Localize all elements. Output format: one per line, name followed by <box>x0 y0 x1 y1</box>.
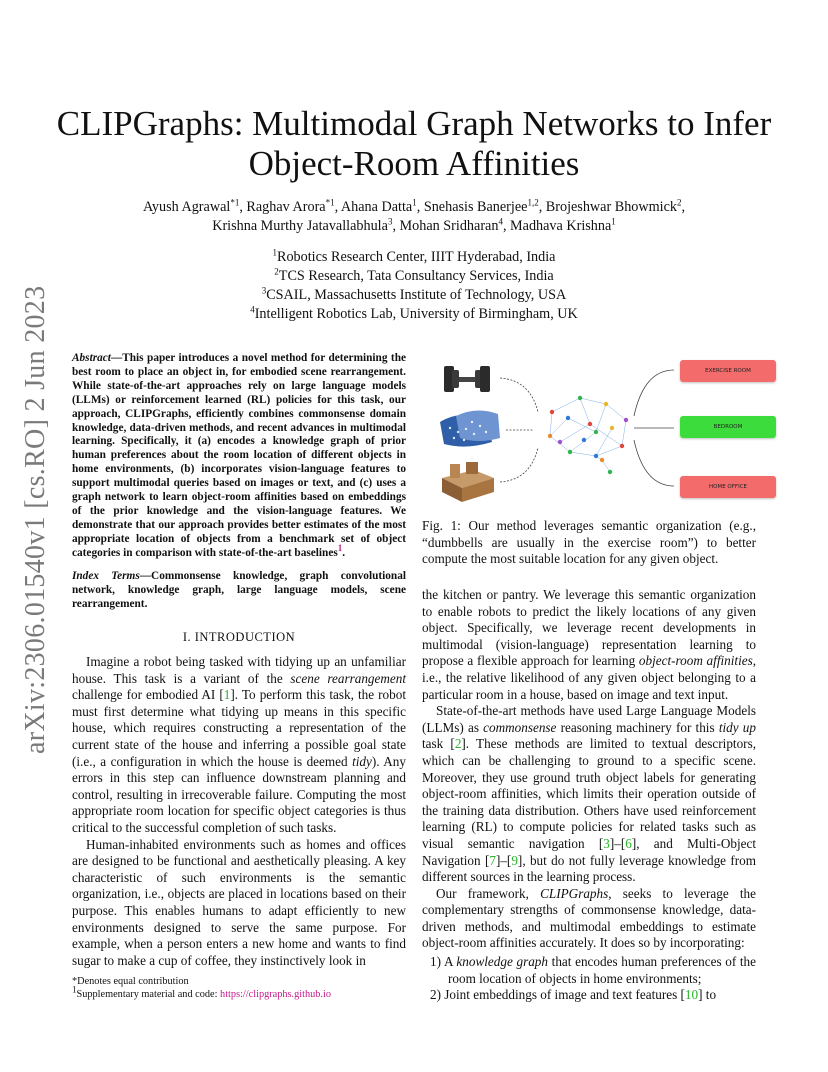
dumbbell-icon <box>444 366 490 392</box>
text-run: Our framework, <box>436 885 541 901</box>
author-line-1: Ayush Agrawal$^{*1}$, Raghav Arora$^{*1}$, Ahana Datta$^1$, Snehasis Banerjee$^{1,2}$, Brojeshwar Bhowmick$^2$, <box>142 197 686 215</box>
project-url-link[interactable]: https://clipgraphs.github.io <box>220 989 332 1000</box>
list-item <box>422 954 756 987</box>
affiliation <box>40 305 788 324</box>
section-heading: I. INTRODUCTION <box>182 630 296 644</box>
title-line-2: Object-Room Affinities <box>248 144 580 183</box>
text-run: ]–[ <box>495 852 512 868</box>
text-run: ] to <box>698 987 717 1003</box>
author-name: Snehasis Banerjee <box>423 199 528 215</box>
citation-link[interactable]: 3 <box>603 835 610 851</box>
list-number: 1) <box>430 954 441 969</box>
room-label-bedroom: BEDROOM <box>680 416 776 438</box>
author-sup: 1 <box>412 197 417 208</box>
list-item <box>422 987 756 1004</box>
affiliation-text: CSAIL, Massachusetts Institute of Technology, USA <box>266 287 567 303</box>
abstract-text: —This paper introduces a novel method for determining the best room to place an object in, for embodied scene rearrangement. While state-of-the-art approaches rely on large language models (LLMs) or reinforcement learned (RL) policies for this task, our approach, CLIPGraphs, efficiently combines commonsense domain knowledge, data-driven methods, and recent advances in multimodal learning. Specifically, it (a) encodes a knowledge graph of prior human preferences about the room location of different objects in home environments, (b) incorporates vision-language features to support multimodal queries based on images or text, and (c) uses a graph network to learn object-room affinities based on embeddings of the prior knowledge and the vision-language features. We demonstrate that our approach provides better estimates of the most appropriate location of objects from a benchmark set of object categories in comparison with state-of-the-art baselines <box>72 352 406 559</box>
affiliation <box>40 286 788 305</box>
affiliation-sup: 1 <box>272 247 277 258</box>
paper-title <box>40 104 788 184</box>
footnote-sup: 1 <box>72 984 77 995</box>
emphasis: commonsense <box>483 719 557 735</box>
figure-1-caption: Fig. 1: Our method leverages semantic organization (e.g., “dumbbells are usually in the exercise room”) to better compute the most suitable location for any given object. <box>422 518 756 567</box>
abstract-label: Abstract <box>72 352 111 364</box>
text-run: ]. These methods are limited to textual descriptors, which can be challenging to ground to a specific scene. Moreover, they use ground truth object labels for generating object-room affinities, which limits their operation outside of the training data distribution. Others have used reinforcement learning (RL) to compute policies for related tasks such as visual semantic navigation [ <box>422 736 756 851</box>
input-arrows <box>500 378 538 482</box>
text-run: ). Any errors in this step can influence downstream planning and control, resulting in irrecoverable failure. Computing the most appropriate room location for specific object categories is thus critical to the successful completion of such tasks. <box>72 753 406 835</box>
affiliation-text: Intelligent Robotics Lab, University of Birmingham, UK <box>254 306 578 322</box>
text-run: ]–[ <box>609 835 626 851</box>
author-line-2: Krishna Murthy Jatavallabhula$^3$, Mohan Sridharan$^4$, Madhava Krishna$^1$ <box>212 216 616 234</box>
affiliation <box>40 248 788 267</box>
emphasis: object-room affinities <box>638 653 753 669</box>
author-name: Ayush Agrawal <box>142 199 231 215</box>
index-terms-text: —Commonsense knowledge, graph convolutional network, knowledge graph, large language models, scene rearrangement. <box>72 570 406 610</box>
affiliation-text: TCS Research, Tata Consultancy Services, India <box>278 268 554 284</box>
text-run: reasoning machinery for this <box>556 719 719 735</box>
right-paragraph-1 <box>422 587 756 703</box>
author-name: Krishna Murthy Jatavallabhula <box>212 218 388 234</box>
author-sup: 4 <box>498 216 503 227</box>
citation-link[interactable]: 2 <box>454 736 462 752</box>
text-run: , seeks to leverage the complementary strengths of commonsense knowledge, data-driven methods, and multimodal embeddings to estimate object-room affinities accurately. It does so by incorporating: <box>422 885 757 951</box>
abstract-footnote-mark[interactable]: 1 <box>337 542 343 553</box>
author-sup: 1 <box>611 216 616 227</box>
room-label-home-office: HOME OFFICE <box>680 476 776 498</box>
footnote-text: Supplementary material and code: <box>76 989 221 1000</box>
intro-body <box>72 654 406 969</box>
text-run: Joint embeddings of image and text features [ <box>444 987 685 1003</box>
figure-1 <box>430 352 760 508</box>
list-number: 2) <box>430 987 441 1003</box>
author-name: Raghav Arora <box>246 199 326 215</box>
affiliation <box>40 267 788 286</box>
emphasis: tidy up <box>718 719 756 735</box>
text-run: ], and Multi-Object Navigation [ <box>422 835 756 868</box>
affiliation-sup: 3 <box>261 285 267 296</box>
author-sup: 1,2 <box>527 197 539 208</box>
right-paragraph-2 <box>422 703 756 886</box>
text-run: that encodes human preferences of the room location of objects in home environments; <box>448 954 757 986</box>
abstract: Abstract—This paper introduces a novel method for determining the best room to place an object in, for embodied scene rearrangement. While state-of-the-art approaches rely on large language models (LLMs) or reinforcement learned (RL) policies for this task, our approach, CLIPGraphs, efficiently combines commonsense domain knowledge, data-driven methods, and recent advances in multimodal learning. Specifically, it (a) encodes a knowledge graph of prior human preferences about the room location of different objects in home environments, (b) incorporates vision-language features to support multimodal queries based on images or text, and (c) uses a graph network to learn object-room affinities based on embeddings of the prior knowledge and the vision-language features. We demonstrate that our approach provides better estimates of the most appropriate location of objects from a benchmark set of object categories in comparison with state-of-the-art baselines$^1$. <box>72 352 406 559</box>
text-run: challenge for embodied AI [ <box>72 687 224 703</box>
author-name: Ahana Datta <box>340 199 413 215</box>
text-run: A <box>443 954 457 969</box>
text-run: State-of-the-art methods have used Large Language Models (LLMs) as <box>422 703 756 735</box>
author-sup: *1 <box>230 197 240 208</box>
affiliation-sup: 4 <box>250 304 255 315</box>
organizer-box-icon <box>442 462 494 502</box>
pillow-icon <box>440 410 500 446</box>
affiliation-text: Robotics Research Center, IIIT Hyderabad, India <box>277 249 556 265</box>
citation-link[interactable]: 7 <box>489 852 496 868</box>
affiliation-sup: 2 <box>274 266 279 277</box>
text-run: , i.e., the relative likelihood of any given object belonging to a particular room in a house, based on image and text input. <box>422 653 757 702</box>
author-name: Madhava Krishna <box>510 218 612 234</box>
intro-paragraph-1 <box>72 654 406 837</box>
text-run: ], but do not fully leverage knowledge from different sources in the learning process. <box>422 852 756 885</box>
text-run: task [ <box>422 736 455 752</box>
citation-link[interactable]: 1 <box>223 687 231 703</box>
affiliation-list <box>40 248 788 324</box>
intro-paragraph-2: Human-inhabited environments such as homes and offices are designed to be functional and aesthetically pleasing. A key characteristic of such environments is the semantic organization, i.e., objects are placed in locations based on their purpose. This enables humans to adapt efficiently to new environments designed to serve the same purpose. For example, when a person enters a new home and wants to find sugar to make a cup of coffee, they instinctively look in <box>72 836 406 968</box>
citation-link[interactable]: 6 <box>625 835 632 851</box>
author-sup: *1 <box>325 197 335 208</box>
right-paragraph-3 <box>422 886 756 952</box>
emphasis: knowledge graph <box>456 954 548 969</box>
title-line-1: CLIPGraphs: Multimodal Graph Networks to Infer <box>56 104 772 143</box>
author-sup: 3 <box>387 216 393 227</box>
author-sup: 2 <box>677 197 682 208</box>
emphasis: CLIPGraphs <box>540 885 609 901</box>
emphasis: scene rearrangement <box>290 670 406 686</box>
text-run: Imagine a robot being tasked with tidying up an unfamiliar house. This task is a variant of the <box>72 654 406 686</box>
room-label-exercise: EXERCISE ROOM <box>680 360 776 382</box>
index-terms-label: Index Terms <box>72 570 140 582</box>
emphasis: tidy <box>352 753 372 769</box>
brain-network-icon <box>548 396 628 474</box>
output-arrows <box>634 370 674 486</box>
citation-link[interactable]: 10 <box>684 987 699 1003</box>
index-terms <box>72 570 406 612</box>
text-run: the kitchen or pantry. We leverage this semantic organization to enable robots to predict the likely locations of any given object. Specifically, we leverage recent developments in multimodal (vision-language) representation learning to propose a flexible approach for learning <box>422 587 756 669</box>
arxiv-identifier: arXiv:2306.01540v1 [cs.RO] 2 Jun 2023 <box>20 285 51 754</box>
footnote-code <box>72 984 406 1001</box>
author-list <box>40 198 788 236</box>
text-run: ]. To perform this task, the robot must first determine what tidying up means in this specific house, which requires constructing a representation of the current state of the house and inferring a possible goal state (i.e., a configuration in which the house is deemed <box>72 687 406 769</box>
citation-link[interactable]: 9 <box>511 852 518 868</box>
author-name: Brojeshwar Bhowmick <box>545 199 677 215</box>
footnote-equal-contribution: *Denotes equal contribution <box>72 976 189 987</box>
right-column-body <box>422 587 756 952</box>
contribution-list <box>422 954 756 1004</box>
footnotes <box>72 975 406 1001</box>
author-name: Mohan Sridharan <box>399 218 499 234</box>
